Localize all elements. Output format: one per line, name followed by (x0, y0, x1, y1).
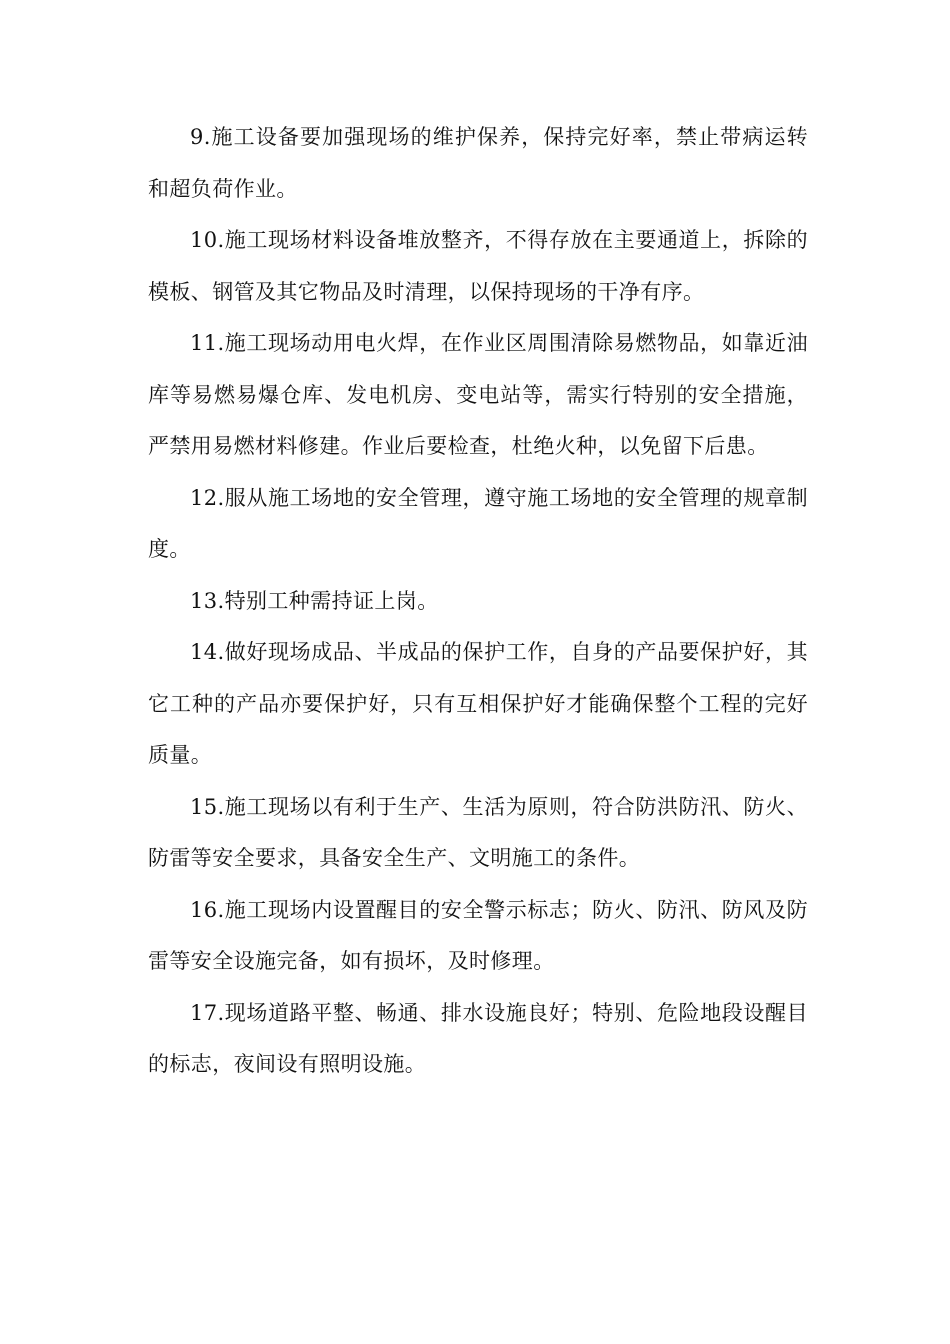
paragraph-item-10: 10.施工现场材料设备堆放整齐，不得存放在主要通道上，拆除的模板、钢管及其它物品及时清理，以保持现场的干净有序。 (148, 228, 808, 304)
paragraph-item-15: 15.施工现场以有利于生产、生活为原则，符合防洪防汛、防火、防雷等安全要求，具备安全生产、文明施工的条件。 (148, 794, 808, 870)
paragraph-item-11: 11.施工现场动用电火焊，在作业区周围清除易燃物品，如靠近油库等易燃易爆仓库、发电机房、变电站等，需实行特别的安全措施，严禁用易燃材料修建。作业后要检查，杜绝火种，以免留下后患。 (148, 331, 808, 458)
document-body (148, 112, 808, 1091)
paragraph-item-12: 12.服从施工场地的安全管理，遵守施工场地的安全管理的规章制度。 (148, 485, 808, 561)
paragraph-item-13: 13.特别工种需持证上岗。 (190, 588, 439, 613)
paragraph-item-9: 9.施工设备要加强现场的维护保养，保持完好率，禁止带病运转和超负荷作业。 (148, 125, 808, 201)
paragraph-item-17: 17.现场道路平整、畅通、排水设施良好；特别、危险地段设醒目的标志，夜间设有照明设施。 (148, 1000, 808, 1076)
paragraph-item-16: 16.施工现场内设置醒目的安全警示标志；防火、防汛、防风及防雷等安全设施完备，如有损坏，及时修理。 (148, 897, 808, 973)
paragraph-item-14: 14.做好现场成品、半成品的保护工作，自身的产品要保护好，其它工种的产品亦要保护好，只有互相保护好才能确保整个工程的完好质量。 (148, 640, 808, 767)
